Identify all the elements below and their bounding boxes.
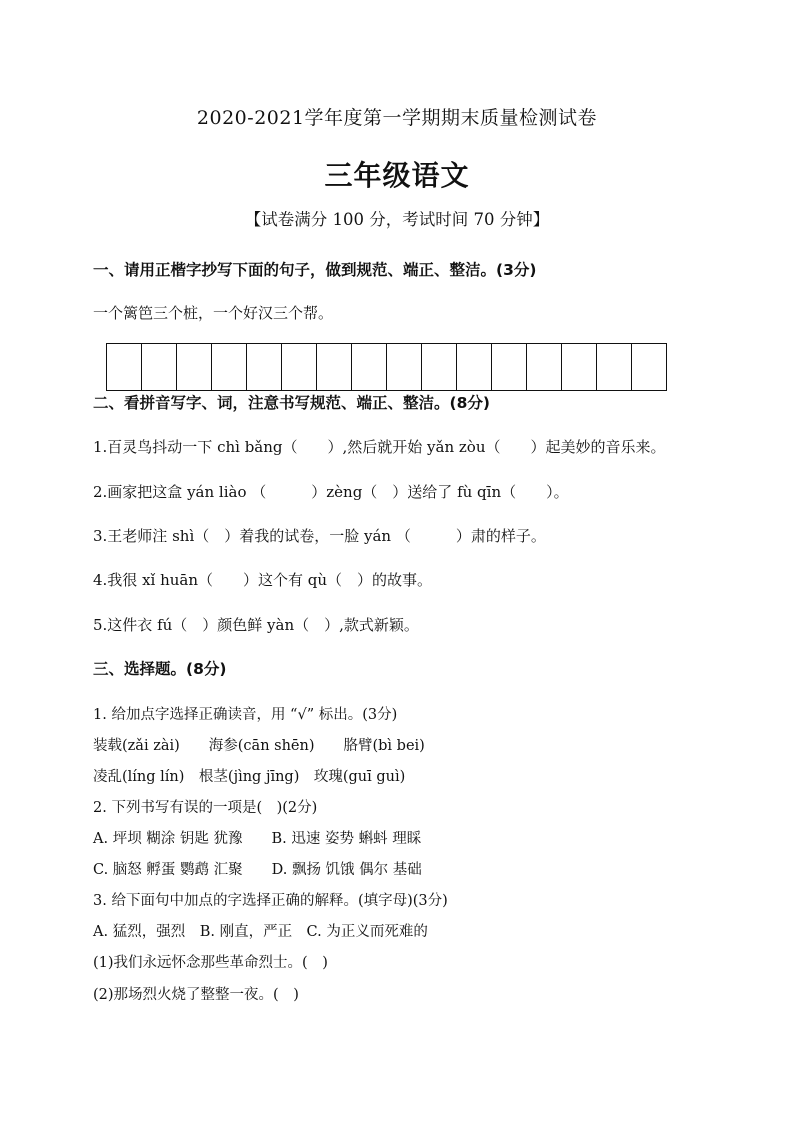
section-2-item: 4.我很 xǐ huān（ ）这个有 qù（ ）的故事。 — [93, 571, 433, 589]
section-3-line: 装载(zǎi zài) 海参(cān shēn) 胳臂(bì bei) — [93, 738, 425, 754]
writing-cell[interactable] — [211, 344, 246, 390]
writing-cell[interactable] — [281, 344, 316, 390]
section-3-line: 3. 给下面句中加点的字选择正确的解释。(填字母)(3分) — [93, 893, 448, 909]
section-3-line: 1. 给加点字选择正确读音，用 “√” 标出。(3分) — [93, 707, 398, 723]
section-2-heading: 二、看拼音写字、词，注意书写规范、端正、整洁。(8分) — [93, 394, 490, 412]
writing-cell[interactable] — [316, 344, 351, 390]
writing-grid — [106, 343, 667, 391]
exam-note: 【试卷满分 100 分，考试时间 70 分钟】 — [244, 210, 550, 229]
writing-cell[interactable] — [107, 344, 141, 390]
writing-cell[interactable] — [246, 344, 281, 390]
writing-cell[interactable] — [631, 344, 666, 390]
section-3-line: (2)那场烈火烧了整整一夜。( ) — [93, 987, 299, 1003]
section-1-sentence: 一个篱笆三个桩，一个好汉三个帮。 — [93, 304, 334, 322]
section-3-line: 凌乱(líng lín) 根茎(jìng jīng) 玫瑰(guī guì) — [93, 769, 406, 785]
section-2-item: 3.王老师注 shì（ ）着我的试卷，一脸 yán （ ）肃的样子。 — [93, 527, 546, 545]
subject-title: 三年级语文 — [324, 159, 470, 192]
section-2-item: 1.百灵鸟抖动一下 chì bǎng（ ）,然后就开始 yǎn zòu（ ）起美妙的音乐来。 — [93, 438, 666, 456]
writing-cell[interactable] — [596, 344, 631, 390]
writing-cell[interactable] — [456, 344, 491, 390]
writing-cell[interactable] — [351, 344, 386, 390]
section-2-item: 2.画家把这盒 yán liào （ ）zèng（ ）送给了 fù qīn（ ）。 — [93, 483, 569, 501]
exam-title: 2020-2021学年度第一学期期末质量检测试卷 — [196, 107, 598, 129]
section-2-item: 5.这件衣 fú（ ）颜色鲜 yàn（ ）,款式新颖。 — [93, 616, 419, 634]
writing-cell[interactable] — [176, 344, 211, 390]
writing-cell[interactable] — [386, 344, 421, 390]
section-1-heading: 一、请用正楷字抄写下面的句子，做到规范、端正、整洁。(3分) — [93, 261, 537, 279]
section-3-line: A. 坪坝 糊涂 钥匙 犹豫 B. 迅速 姿势 蝌蚪 理睬 — [93, 831, 422, 847]
section-3-line: (1)我们永远怀念那些革命烈士。( ) — [93, 955, 328, 971]
writing-cell[interactable] — [421, 344, 456, 390]
section-3-line: A. 猛烈，强烈 B. 刚直，严正 C. 为正义而死难的 — [93, 924, 428, 940]
writing-cell[interactable] — [561, 344, 596, 390]
writing-cell[interactable] — [526, 344, 561, 390]
section-3-heading: 三、选择题。(8分) — [93, 660, 227, 678]
section-3-line: C. 脑怒 孵蛋 鹦鹉 汇聚 D. 飘扬 饥饿 偶尔 基础 — [93, 862, 422, 878]
section-3-line: 2. 下列书写有误的一项是( )(2分) — [93, 800, 318, 816]
writing-cell[interactable] — [491, 344, 526, 390]
writing-cell[interactable] — [141, 344, 176, 390]
